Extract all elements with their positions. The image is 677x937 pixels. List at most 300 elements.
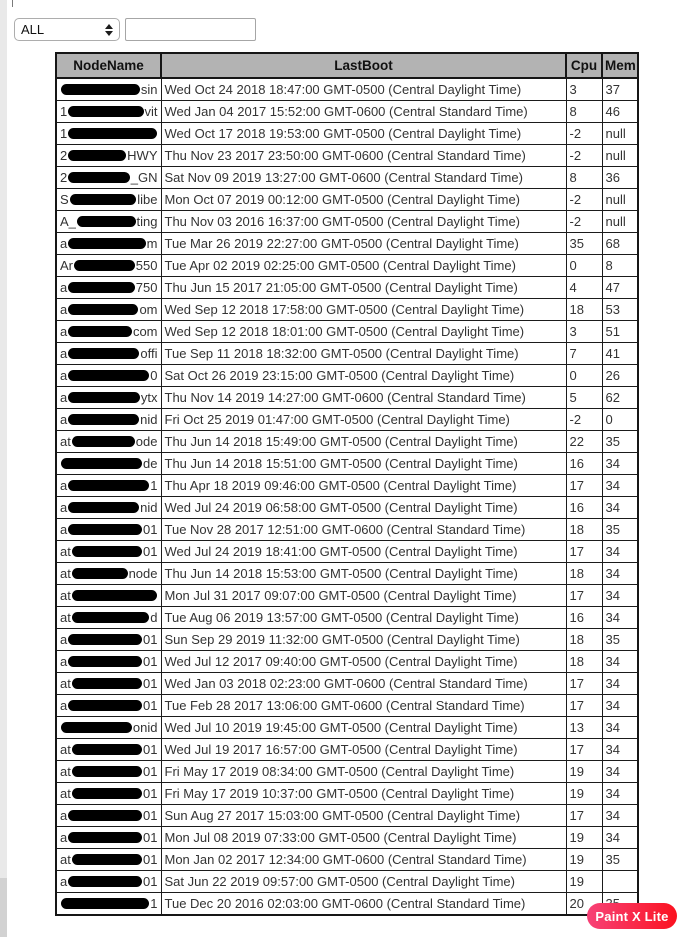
lastboot-cell: Tue Nov 28 2017 12:51:00 GMT-0600 (Central Standard Time) — [161, 519, 566, 541]
mem-cell: 37 — [602, 78, 638, 101]
table-row — [56, 145, 638, 167]
cpu-cell: 5 — [566, 387, 602, 409]
nodename-visible-prefix: a — [60, 654, 68, 669]
lastboot-cell: Thu Jun 14 2018 15:49:00 GMT-0500 (Central Daylight Time) — [161, 431, 566, 453]
cpu-cell: 19 — [566, 827, 602, 849]
nodename-visible-prefix: a — [60, 830, 68, 845]
nodename-cell — [56, 431, 161, 453]
table-row — [56, 475, 638, 497]
nodename-cell — [56, 695, 161, 717]
nodename-visible-prefix: at — [60, 764, 71, 779]
cpu-cell: 17 — [566, 475, 602, 497]
lastboot-cell: Wed Jul 10 2019 19:45:00 GMT-0500 (Central Daylight Time) — [161, 717, 566, 739]
table-row — [56, 343, 638, 365]
mem-cell: 51 — [602, 321, 638, 343]
nodename-cell — [56, 233, 161, 255]
table-row — [56, 78, 638, 101]
nodename-cell — [56, 167, 161, 189]
nodename-cell — [56, 453, 161, 475]
nodename-visible-suffix: 01 — [143, 852, 158, 867]
nodename-cell — [56, 299, 161, 321]
cpu-cell: 19 — [566, 871, 602, 893]
table-row — [56, 673, 638, 695]
cpu-cell: -2 — [566, 211, 602, 233]
lastboot-cell: Fri May 17 2019 10:37:00 GMT-0500 (Central Daylight Time) — [161, 783, 566, 805]
cpu-cell: 4 — [566, 277, 602, 299]
lastboot-cell: Thu Jun 14 2018 15:53:00 GMT-0500 (Central Daylight Time) — [161, 563, 566, 585]
lastboot-cell: Wed Jul 12 2017 09:40:00 GMT-0500 (Central Daylight Time) — [161, 651, 566, 673]
nodename-cell — [56, 365, 161, 387]
nodename-visible-suffix: d — [150, 610, 158, 625]
lastboot-cell: Fri Oct 25 2019 01:47:00 GMT-0500 (Central Daylight Time) — [161, 409, 566, 431]
nodename-cell — [56, 277, 161, 299]
cpu-cell: 16 — [566, 497, 602, 519]
scrollbar-thumb[interactable] — [0, 878, 7, 937]
cpu-cell: 19 — [566, 783, 602, 805]
nodename-visible-suffix: 0 — [150, 368, 158, 383]
cpu-cell: 16 — [566, 453, 602, 475]
nodename-visible-prefix: 1 — [60, 126, 68, 141]
mem-cell: 36 — [602, 167, 638, 189]
table-row — [56, 805, 638, 827]
cpu-cell: 16 — [566, 607, 602, 629]
cpu-cell: 17 — [566, 673, 602, 695]
cpu-cell: 3 — [566, 78, 602, 101]
watermark-label: Paint X Lite — [595, 908, 669, 924]
filter-dropdown[interactable] — [14, 18, 120, 41]
mem-cell: 34 — [602, 541, 638, 563]
nodename-visible-prefix: a — [60, 236, 68, 251]
table-row — [56, 893, 638, 916]
mem-cell: 34 — [602, 475, 638, 497]
nodename-visible-prefix: at — [60, 566, 71, 581]
table-row — [56, 101, 638, 123]
nodename-visible-suffix: 1 — [150, 478, 158, 493]
nodename-cell — [56, 783, 161, 805]
nodename-cell — [56, 607, 161, 629]
lastboot-cell: Mon Oct 07 2019 00:12:00 GMT-0500 (Central Daylight Time) — [161, 189, 566, 211]
mem-cell: 35 — [602, 431, 638, 453]
nodename-visible-prefix: at — [60, 544, 71, 559]
mem-cell: 68 — [602, 233, 638, 255]
lastboot-cell: Thu Jun 15 2017 21:05:00 GMT-0500 (Central Daylight Time) — [161, 277, 566, 299]
lastboot-cell: Sat Nov 09 2019 13:27:00 GMT-0600 (Central Standard Time) — [161, 167, 566, 189]
lastboot-cell: Sun Aug 27 2017 15:03:00 GMT-0500 (Central Daylight Time) — [161, 805, 566, 827]
nodename-visible-prefix: at — [60, 786, 71, 801]
mem-cell: 8 — [602, 255, 638, 277]
redaction-bar — [61, 84, 140, 95]
cpu-cell: -2 — [566, 409, 602, 431]
nodename-cell — [56, 78, 161, 101]
table-row — [56, 585, 638, 607]
lastboot-cell: Wed Jul 24 2019 18:41:00 GMT-0500 (Central Daylight Time) — [161, 541, 566, 563]
nodename-visible-prefix: 2 — [60, 148, 68, 163]
redaction-bar — [72, 678, 142, 689]
table-row — [56, 123, 638, 145]
cpu-cell: 18 — [566, 299, 602, 321]
nodename-visible-suffix: HWY — [127, 148, 158, 163]
nodename-visible-prefix: a — [60, 280, 68, 295]
nodename-visible-suffix: _GN — [130, 170, 158, 185]
redaction-bar — [68, 810, 142, 821]
column-header-lastboot: LastBoot — [161, 53, 566, 78]
redaction-bar — [68, 370, 149, 381]
nodename-cell — [56, 673, 161, 695]
nodename-cell — [56, 145, 161, 167]
mem-cell: 34 — [602, 761, 638, 783]
mem-cell: null — [602, 211, 638, 233]
table-row — [56, 299, 638, 321]
cpu-cell: 8 — [566, 101, 602, 123]
nodename-visible-suffix: offi — [140, 346, 158, 361]
nodename-visible-suffix: onid — [132, 720, 158, 735]
lastboot-cell: Wed Oct 24 2018 18:47:00 GMT-0500 (Central Daylight Time) — [161, 78, 566, 101]
filter-dropdown-value: ALL — [21, 22, 45, 37]
mem-cell: 53 — [602, 299, 638, 321]
redaction-bar — [61, 898, 149, 909]
cpu-cell: 18 — [566, 651, 602, 673]
table-row — [56, 849, 638, 871]
lastboot-cell: Wed Sep 12 2018 17:58:00 GMT-0500 (Central Daylight Time) — [161, 299, 566, 321]
mem-cell: 34 — [602, 673, 638, 695]
nodename-visible-prefix: a — [60, 808, 68, 823]
cpu-cell: 0 — [566, 365, 602, 387]
redaction-bar — [72, 854, 142, 865]
redaction-bar — [72, 590, 157, 601]
nodename-visible-suffix: 750 — [135, 280, 158, 295]
nodename-visible-suffix: 01 — [143, 742, 158, 757]
table-row — [56, 409, 638, 431]
column-header-nodename: NodeName — [56, 53, 161, 78]
mem-cell — [602, 871, 638, 893]
redaction-bar — [70, 194, 137, 205]
nodename-visible-suffix: ode — [135, 434, 158, 449]
redaction-bar — [61, 458, 142, 469]
nodename-visible-prefix: 1 — [60, 104, 68, 119]
table-row — [56, 365, 638, 387]
redaction-bar — [68, 150, 126, 161]
nodename-visible-suffix: 01 — [143, 522, 158, 537]
mem-cell: 35 — [602, 519, 638, 541]
nodename-visible-prefix: 2 — [60, 170, 68, 185]
redaction-bar — [74, 260, 135, 271]
nodename-visible-prefix: Ar — [60, 258, 73, 273]
mem-cell: 34 — [602, 783, 638, 805]
nodename-visible-prefix: S — [60, 192, 69, 207]
mem-cell: null — [602, 123, 638, 145]
cpu-cell: 18 — [566, 629, 602, 651]
nodename-cell — [56, 541, 161, 563]
lastboot-cell: Wed Jan 03 2018 02:23:00 GMT-0600 (Central Standard Time) — [161, 673, 566, 695]
lastboot-cell: Sat Oct 26 2019 23:15:00 GMT-0500 (Central Daylight Time) — [161, 365, 566, 387]
redaction-bar — [61, 722, 132, 733]
redaction-bar — [72, 568, 128, 579]
nodename-cell — [56, 409, 161, 431]
lastboot-cell: Wed Oct 17 2018 19:53:00 GMT-0500 (Central Daylight Time) — [161, 123, 566, 145]
filter-bar — [14, 18, 256, 41]
nodename-cell — [56, 629, 161, 651]
lastboot-cell: Thu Apr 18 2019 09:46:00 GMT-0500 (Central Daylight Time) — [161, 475, 566, 497]
nodename-visible-prefix: a — [60, 522, 68, 537]
nodename-cell — [56, 387, 161, 409]
cpu-cell: 7 — [566, 343, 602, 365]
nodename-visible-suffix: libe — [137, 192, 158, 207]
redaction-bar — [68, 480, 149, 491]
nodename-visible-suffix: 01 — [143, 764, 158, 779]
redaction-bar — [68, 700, 142, 711]
cpu-cell: 35 — [566, 233, 602, 255]
nodename-visible-suffix: de — [143, 456, 158, 471]
redaction-bar — [68, 832, 142, 843]
mem-cell: null — [602, 189, 638, 211]
cpu-cell: -2 — [566, 189, 602, 211]
mem-cell: 26 — [602, 365, 638, 387]
table-row — [56, 167, 638, 189]
lastboot-cell: Thu Jun 14 2018 15:51:00 GMT-0500 (Central Daylight Time) — [161, 453, 566, 475]
lastboot-cell: Tue Apr 02 2019 02:25:00 GMT-0500 (Central Daylight Time) — [161, 255, 566, 277]
nodename-cell — [56, 893, 161, 916]
table-row — [56, 651, 638, 673]
cpu-cell: 17 — [566, 739, 602, 761]
mem-cell: 34 — [602, 453, 638, 475]
table-row — [56, 497, 638, 519]
mem-cell: 34 — [602, 497, 638, 519]
lastboot-cell: Sun Sep 29 2019 11:32:00 GMT-0500 (Central Daylight Time) — [161, 629, 566, 651]
redaction-bar — [68, 414, 139, 425]
redaction-bar — [72, 546, 142, 557]
cpu-cell: -2 — [566, 145, 602, 167]
nodename-cell — [56, 563, 161, 585]
lastboot-cell: Tue Aug 06 2019 13:57:00 GMT-0500 (Central Daylight Time) — [161, 607, 566, 629]
redaction-bar — [68, 876, 142, 887]
mem-cell: 35 — [602, 629, 638, 651]
text-caret-artifact — [12, 0, 13, 7]
nodename-visible-prefix: at — [60, 852, 71, 867]
redaction-bar — [68, 304, 138, 315]
cpu-cell: -2 — [566, 123, 602, 145]
redaction-bar — [68, 282, 135, 293]
table-row — [56, 717, 638, 739]
nodename-visible-prefix: a — [60, 478, 68, 493]
nodename-visible-suffix: 550 — [135, 258, 158, 273]
nodename-visible-prefix: at — [60, 610, 71, 625]
nodename-visible-suffix: sin — [140, 82, 158, 97]
nodename-cell — [56, 497, 161, 519]
nodename-visible-suffix: 01 — [143, 676, 158, 691]
mem-cell: 34 — [602, 717, 638, 739]
mem-cell: 41 — [602, 343, 638, 365]
table-row — [56, 541, 638, 563]
nodename-visible-suffix: nid — [140, 500, 158, 515]
mem-cell: 34 — [602, 805, 638, 827]
lastboot-cell: Tue Mar 26 2019 22:27:00 GMT-0500 (Central Daylight Time) — [161, 233, 566, 255]
cpu-cell: 19 — [566, 849, 602, 871]
lastboot-cell: Mon Jul 31 2017 09:07:00 GMT-0500 (Central Daylight Time) — [161, 585, 566, 607]
redaction-bar — [72, 436, 135, 447]
nodename-visible-prefix: a — [60, 874, 68, 889]
nodename-cell — [56, 211, 161, 233]
lastboot-cell: Mon Jul 08 2019 07:33:00 GMT-0500 (Central Daylight Time) — [161, 827, 566, 849]
mem-cell: 46 — [602, 101, 638, 123]
table-row — [56, 607, 638, 629]
redaction-bar — [68, 392, 140, 403]
table-row — [56, 277, 638, 299]
mem-cell: 0 — [602, 409, 638, 431]
mem-cell: 47 — [602, 277, 638, 299]
nodename-cell — [56, 321, 161, 343]
nodes-table — [55, 52, 639, 916]
nodename-cell — [56, 805, 161, 827]
nodename-visible-suffix: com — [132, 324, 158, 339]
redaction-bar — [72, 788, 142, 799]
nodename-visible-suffix: 01 — [143, 874, 158, 889]
lastboot-cell: Thu Nov 14 2019 14:27:00 GMT-0600 (Central Standard Time) — [161, 387, 566, 409]
nodename-visible-suffix: ting — [136, 214, 158, 229]
nodename-cell — [56, 871, 161, 893]
nodename-cell — [56, 761, 161, 783]
nodename-visible-suffix: 01 — [143, 544, 158, 559]
nodename-visible-suffix: node — [128, 566, 158, 581]
lastboot-cell: Wed Jul 24 2019 06:58:00 GMT-0500 (Central Daylight Time) — [161, 497, 566, 519]
redaction-bar — [68, 634, 142, 645]
nodename-visible-prefix: A_ — [60, 214, 76, 229]
lastboot-cell: Mon Jan 02 2017 12:34:00 GMT-0600 (Central Standard Time) — [161, 849, 566, 871]
mem-cell: 35 — [602, 849, 638, 871]
table-row — [56, 189, 638, 211]
lastboot-cell: Wed Jan 04 2017 15:52:00 GMT-0600 (Central Standard Time) — [161, 101, 566, 123]
nodename-cell — [56, 739, 161, 761]
lastboot-cell: Tue Sep 11 2018 18:32:00 GMT-0500 (Central Daylight Time) — [161, 343, 566, 365]
lastboot-cell: Sat Jun 22 2019 09:57:00 GMT-0500 (Central Daylight Time) — [161, 871, 566, 893]
mem-cell: 34 — [602, 827, 638, 849]
nodename-visible-prefix: at — [60, 742, 71, 757]
cpu-cell: 20 — [566, 893, 602, 916]
table-header-row — [56, 53, 638, 78]
paint-x-lite-watermark — [587, 903, 677, 929]
nodename-cell — [56, 475, 161, 497]
nodename-cell — [56, 101, 161, 123]
lastboot-cell: Fri May 17 2019 08:34:00 GMT-0500 (Central Daylight Time) — [161, 761, 566, 783]
nodename-cell — [56, 123, 161, 145]
mem-cell: 34 — [602, 607, 638, 629]
redaction-bar — [68, 106, 143, 117]
lastboot-cell: Wed Jul 19 2017 16:57:00 GMT-0500 (Central Daylight Time) — [161, 739, 566, 761]
nodename-cell — [56, 519, 161, 541]
nodename-visible-suffix: nid — [140, 412, 158, 427]
nodename-visible-suffix: 01 — [143, 654, 158, 669]
nodename-visible-prefix: at — [60, 434, 71, 449]
table-row — [56, 255, 638, 277]
table-row — [56, 783, 638, 805]
lastboot-cell: Tue Dec 20 2016 02:03:00 GMT-0600 (Central Standard Time) — [161, 893, 566, 916]
cpu-cell: 13 — [566, 717, 602, 739]
nodename-cell — [56, 651, 161, 673]
redaction-bar — [68, 326, 132, 337]
table-row — [56, 563, 638, 585]
cpu-cell: 8 — [566, 167, 602, 189]
table-row — [56, 761, 638, 783]
table-row — [56, 233, 638, 255]
lastboot-cell: Thu Nov 03 2016 16:37:00 GMT-0500 (Central Daylight Time) — [161, 211, 566, 233]
table-row — [56, 629, 638, 651]
redaction-bar — [72, 744, 142, 755]
nodename-visible-prefix: a — [60, 390, 68, 405]
nodename-visible-suffix: m — [146, 236, 158, 251]
nodename-cell — [56, 255, 161, 277]
redaction-bar — [68, 524, 142, 535]
mem-cell: 62 — [602, 387, 638, 409]
nodename-visible-suffix: 01 — [143, 808, 158, 823]
nodename-visible-suffix: om — [139, 302, 158, 317]
nodename-visible-suffix: 01 — [143, 698, 158, 713]
lastboot-cell: Thu Nov 23 2017 23:50:00 GMT-0600 (Central Standard Time) — [161, 145, 566, 167]
lastboot-cell: Wed Sep 12 2018 18:01:00 GMT-0500 (Central Daylight Time) — [161, 321, 566, 343]
nodename-cell — [56, 849, 161, 871]
mem-cell: 34 — [602, 585, 638, 607]
lastboot-cell: Tue Feb 28 2017 13:06:00 GMT-0600 (Central Standard Time) — [161, 695, 566, 717]
table-row — [56, 827, 638, 849]
cpu-cell: 22 — [566, 431, 602, 453]
mem-cell: 34 — [602, 695, 638, 717]
cpu-cell: 17 — [566, 541, 602, 563]
nodename-visible-prefix: a — [60, 632, 68, 647]
redaction-bar — [77, 216, 136, 227]
nodename-visible-suffix: vit — [144, 104, 158, 119]
cpu-cell: 18 — [566, 563, 602, 585]
cpu-cell: 17 — [566, 585, 602, 607]
table-row — [56, 211, 638, 233]
table-row — [56, 739, 638, 761]
redaction-bar — [68, 656, 142, 667]
nodename-cell — [56, 343, 161, 365]
column-header-cpu: Cpu — [566, 53, 602, 78]
table-row — [56, 871, 638, 893]
nodename-visible-prefix: a — [60, 368, 68, 383]
nodename-visible-suffix: 1 — [150, 896, 158, 911]
redaction-bar — [68, 172, 130, 183]
nodename-visible-suffix: 01 — [143, 632, 158, 647]
nodename-visible-suffix: 01 — [143, 786, 158, 801]
window-edge-strip — [0, 0, 7, 937]
nodename-visible-prefix: a — [60, 412, 68, 427]
table-row — [56, 387, 638, 409]
cpu-cell: 3 — [566, 321, 602, 343]
cpu-cell: 17 — [566, 805, 602, 827]
table-row — [56, 453, 638, 475]
nodename-cell — [56, 189, 161, 211]
nodename-visible-prefix: a — [60, 346, 68, 361]
nodename-cell — [56, 827, 161, 849]
nodename-visible-suffix: ytx — [140, 390, 158, 405]
redaction-bar — [68, 238, 145, 249]
cpu-cell: 18 — [566, 519, 602, 541]
redaction-bar — [72, 612, 149, 623]
table-row — [56, 695, 638, 717]
table-row — [56, 519, 638, 541]
nodename-visible-prefix: a — [60, 698, 68, 713]
mem-cell: 34 — [602, 739, 638, 761]
search-input[interactable] — [125, 18, 256, 41]
redaction-bar — [72, 766, 142, 777]
cpu-cell: 19 — [566, 761, 602, 783]
redaction-bar — [68, 128, 156, 139]
mem-cell: null — [602, 145, 638, 167]
dropdown-stepper-icon — [105, 24, 113, 36]
table-row — [56, 431, 638, 453]
mem-cell: 34 — [602, 651, 638, 673]
nodename-cell — [56, 585, 161, 607]
nodename-visible-suffix: 01 — [143, 830, 158, 845]
